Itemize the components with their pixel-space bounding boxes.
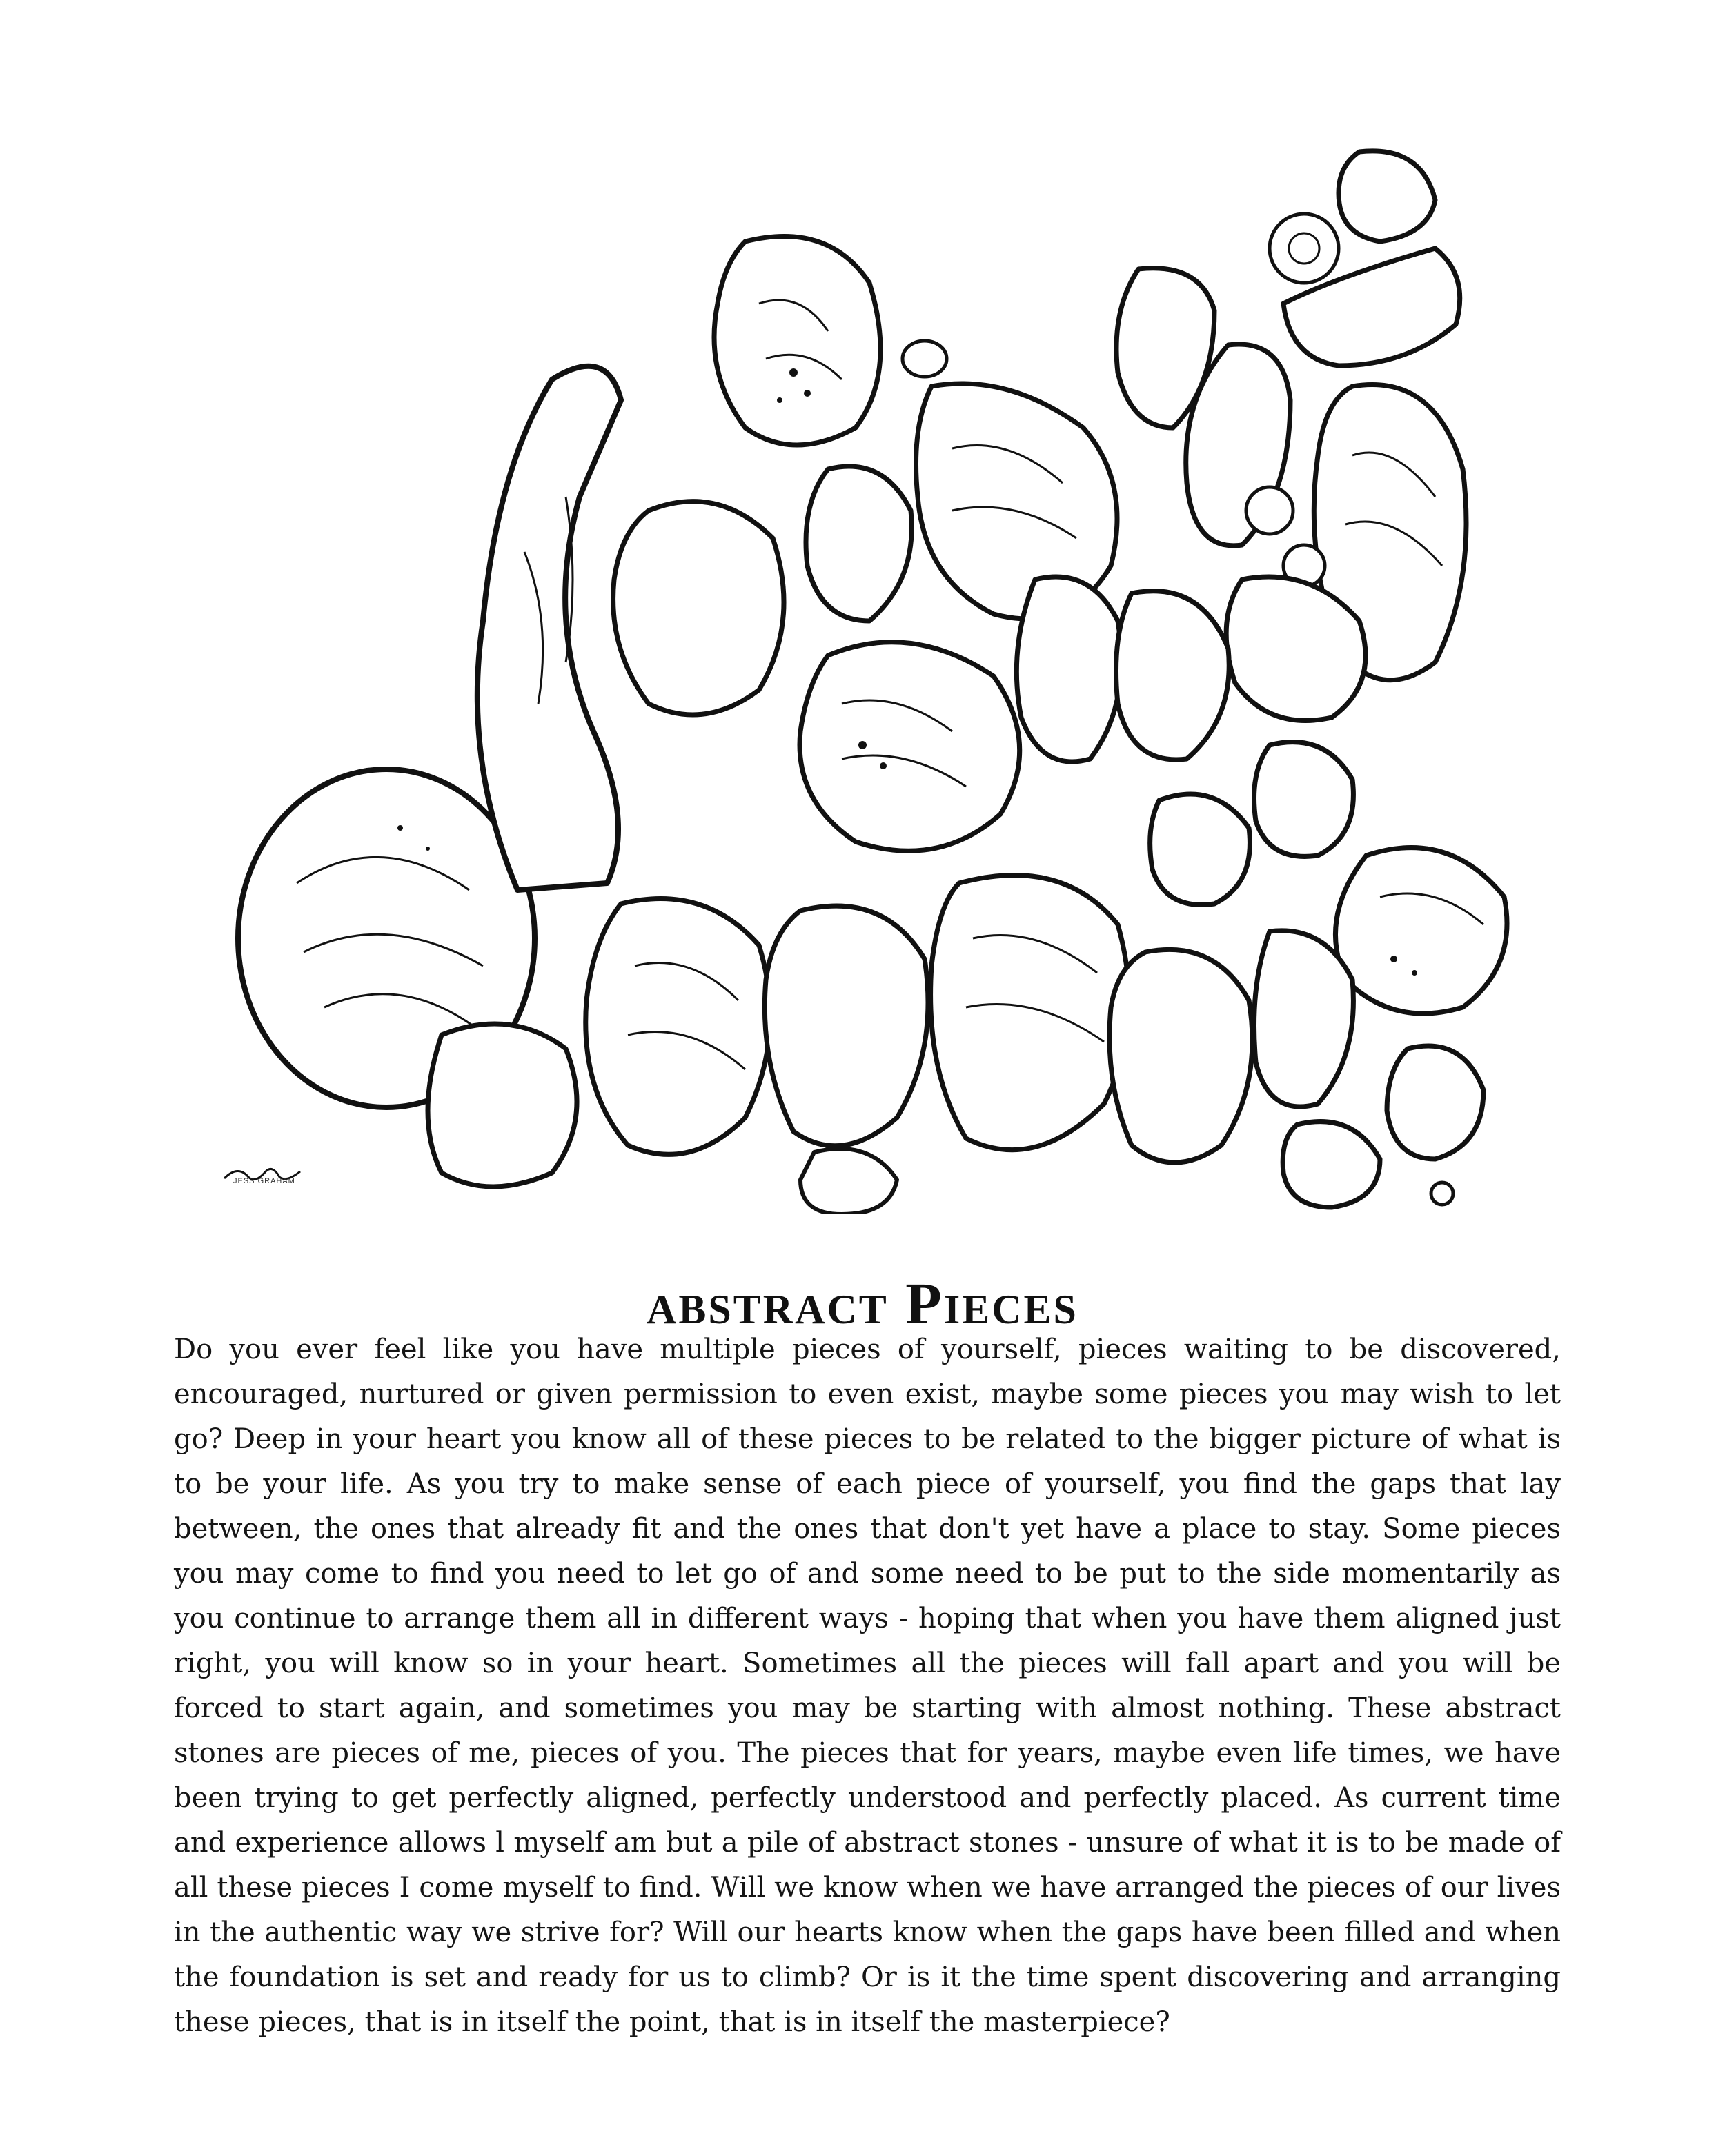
stone-small-top — [903, 341, 947, 377]
stone-tall-curve — [477, 366, 621, 890]
stone-right-lower-2 — [1387, 1046, 1483, 1159]
page-title: abstract Pieces — [647, 1269, 1078, 1336]
stone-mid-2 — [806, 466, 911, 621]
stone-top-1 — [714, 237, 880, 446]
stone-mid-3 — [800, 642, 1020, 851]
stone-bottom-7 — [1283, 1122, 1380, 1207]
body-paragraph — [174, 1327, 1561, 2045]
body-text: Do you ever feel like you have multiple pieces of yourself, pieces waiting to be discovered, encouraged, nurtured or given permission to even exist, maybe some pieces you may wish to let go? Deep in your heart you know all of these pieces to be related to the bigger picture of what is to be your life. As you try to make sense of each piece of yourself, you find the gaps that lay between, the ones that already fit and the ones that don't yet have a place to stay. Some pieces you may come to find you need to let go of and some need to be put to the side momentarily as you continue to arrange them all in different ways - hoping that when you have them aligned just right, you will know so in your heart. Sometimes all the pieces will fall apart and you will be forced to start again, and sometimes you may be starting with almost nothing. These abstract stones are pieces of me, pieces of you. The pieces that for years, maybe even life times, we have been trying to get perfectly aligned, perfectly understood and perfectly placed. As current time and experience allows l myself am but a pile of abstract stones - unsure of what it is to be made of all these pieces I come myself to find. Will we know when we have arranged the pieces of our lives in the authentic way we strive for? Will our hearts know when the gaps have been filled and when the foundation is set and ready for us to climb? Or is it the time spent discovering and arranging these pieces, that is in itself the point, that is in itself the masterpiece? — [174, 1334, 1561, 2038]
stone-spiral — [1270, 214, 1339, 283]
stone-bottom-1 — [428, 1024, 577, 1187]
stone-bottom-4 — [931, 876, 1129, 1150]
stone-bottom-3 — [765, 906, 928, 1146]
stone-right-lower-1 — [1335, 848, 1507, 1013]
stone-bottom-8 — [800, 1149, 897, 1214]
artist-signature-text: JESS GRAHAM — [233, 1177, 295, 1185]
stone-bottom-5 — [1110, 949, 1252, 1163]
stone-mid-5 — [1116, 591, 1230, 760]
stone-bottom-6 — [1254, 931, 1354, 1107]
stone-mid-6 — [1150, 794, 1250, 904]
stone-mid-7 — [1254, 742, 1354, 857]
artist-signature-mark — [217, 1151, 307, 1192]
stones-illustration — [221, 138, 1532, 1214]
stone-mid-4 — [1016, 577, 1121, 762]
stone-mid-1 — [613, 502, 784, 715]
stone-bottom-2 — [586, 899, 770, 1155]
stone-top-right-1 — [1339, 151, 1435, 241]
